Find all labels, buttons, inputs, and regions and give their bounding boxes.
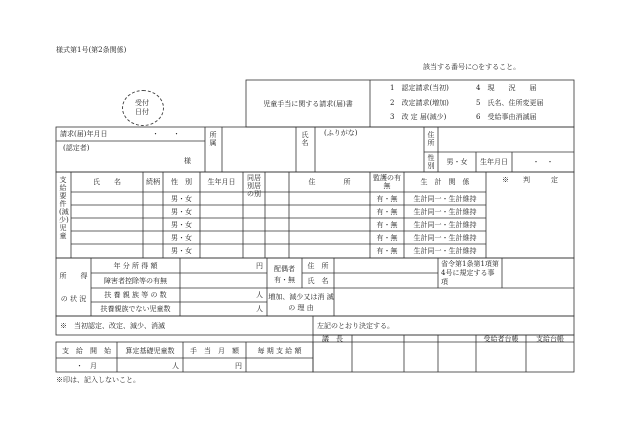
child-row-1-custody[interactable]: 有・無 — [376, 195, 398, 203]
child-name-header: 氏 名 — [93, 178, 121, 186]
annual-income-unit: 円 — [256, 262, 263, 270]
claimant-label: (認定者) — [63, 144, 90, 152]
stamp-label-1: 受付 — [135, 99, 149, 107]
child-row-5-custody[interactable]: 有・無 — [376, 247, 398, 255]
ordinance-note: 省令第1条第1項第4号に規定する事項 — [441, 260, 499, 286]
recipient-ledger-header: 受給者台帳 — [483, 335, 519, 343]
form-title: 児童手当に関する請求(届)書 — [263, 100, 353, 108]
birth-date-field[interactable]: ・ ・ — [532, 158, 554, 166]
birth-date-label: 生年月日 — [480, 158, 508, 166]
decision-statement: 左記のとおり決定する。 — [317, 322, 394, 330]
option-6[interactable]: 6 受給事由消滅届 — [476, 113, 537, 121]
option-3[interactable]: 3 改 定 届(減少) — [390, 113, 447, 121]
furigana-label: (ふりがな) — [324, 129, 358, 137]
annual-income-label: 年 分 所 得 額 — [113, 262, 158, 270]
child-row-3-livelihood[interactable]: 生計同一・生計維持 — [413, 221, 477, 229]
sex-label: 性別 — [427, 154, 435, 170]
form-number: 様式第1号(第2条関係) — [56, 46, 127, 54]
monthly-allowance-label: 手 当 月 額 — [190, 347, 239, 355]
dependents-label: 扶 養 親 族 等 の 数 — [104, 291, 167, 299]
spouse-label: 配偶者有・無 — [274, 265, 295, 284]
request-date-label: 請求(届)年月日 — [60, 130, 108, 138]
child-relation-header: 続柄 — [146, 178, 160, 186]
basis-children-label: 算定基礎児童数 — [125, 347, 175, 355]
child-row-5-sex[interactable]: 男・女 — [171, 247, 192, 255]
seal-mark: 様 — [184, 157, 191, 165]
child-row-2-sex[interactable]: 男・女 — [171, 208, 192, 216]
child-row-1-livelihood[interactable]: 生計同一・生計維持 — [413, 195, 477, 203]
monthly-allowance-unit: 円 — [235, 362, 242, 370]
income-side-label-2: の 状 況 — [60, 295, 87, 303]
instruction-text: 該当する番号に○をすること。 — [423, 63, 521, 71]
affiliation-label: 所属 — [209, 131, 217, 147]
child-row-4-custody[interactable]: 有・無 — [376, 234, 398, 242]
payment-start-label: 支 給 開 始 — [62, 347, 111, 355]
spouse-name-label: 氏 名 — [307, 277, 329, 285]
judgment-header: ※ 判 定 — [502, 176, 558, 184]
address-label: 住所 — [427, 131, 435, 147]
option-2[interactable]: 2 改定請求(増加) — [390, 99, 449, 107]
disability-deduction-label: 障害者控除等の有無 — [104, 277, 167, 285]
option-1[interactable]: 1 認定請求(当初) — [390, 84, 449, 92]
child-row-4-sex[interactable]: 男・女 — [171, 234, 192, 242]
stamp-label-2: 日付 — [135, 108, 149, 116]
child-row-5-livelihood[interactable]: 生計同一・生計維持 — [413, 247, 477, 255]
dependents-unit: 人 — [256, 291, 263, 299]
income-side-label-1: 所 得 — [59, 272, 88, 280]
change-reason-label: 増加、減少又は消 滅 の 理 由 — [268, 293, 334, 312]
non-dependent-children-unit: 人 — [256, 305, 263, 313]
child-cohab-header: 同居別居の別 — [247, 174, 261, 198]
payment-start-field[interactable]: ・ 月 — [76, 362, 97, 370]
payment-ledger-header: 支給台帳 — [536, 335, 564, 343]
option-5[interactable]: 5 氏名、住所変更届 — [476, 99, 544, 107]
footnote: ※印は、記入しないこと。 — [56, 376, 140, 384]
basis-children-unit: 人 — [172, 362, 179, 370]
sex-choice[interactable]: 男・女 — [446, 158, 468, 166]
child-sex-header: 性 別 — [171, 178, 192, 186]
chair-header: 議 長 — [322, 335, 343, 343]
decision-type-note: ※ 当初認定、改定、減少、消滅 — [60, 322, 165, 330]
request-date-field[interactable]: ・ ・ — [152, 130, 180, 138]
child-row-3-custody[interactable]: 有・無 — [376, 221, 398, 229]
child-row-1-sex[interactable]: 男・女 — [171, 195, 192, 203]
child-livelihood-header: 生 計 関 係 — [420, 178, 470, 186]
child-row-2-custody[interactable]: 有・無 — [376, 208, 398, 216]
child-birth-header: 生年月日 — [207, 178, 236, 186]
non-dependent-children-label: 扶養親族でない児童数 — [100, 305, 171, 313]
child-address-header: 住 所 — [308, 178, 351, 186]
name-label: 氏名 — [301, 131, 309, 147]
child-row-4-livelihood[interactable]: 生計同一・生計維持 — [413, 234, 477, 242]
option-4[interactable]: 4 現 況 届 — [476, 84, 537, 92]
child-row-2-livelihood[interactable]: 生計同一・生計維持 — [413, 208, 477, 216]
child-custody-header: 監護の有 無 — [373, 174, 408, 190]
child-row-3-sex[interactable]: 男・女 — [171, 221, 192, 229]
children-section-label: 支給要件(減少)児童 — [59, 176, 69, 240]
per-period-amount-label: 毎 期 支 給 額 — [257, 347, 302, 355]
spouse-address-label: 住 所 — [307, 262, 329, 270]
